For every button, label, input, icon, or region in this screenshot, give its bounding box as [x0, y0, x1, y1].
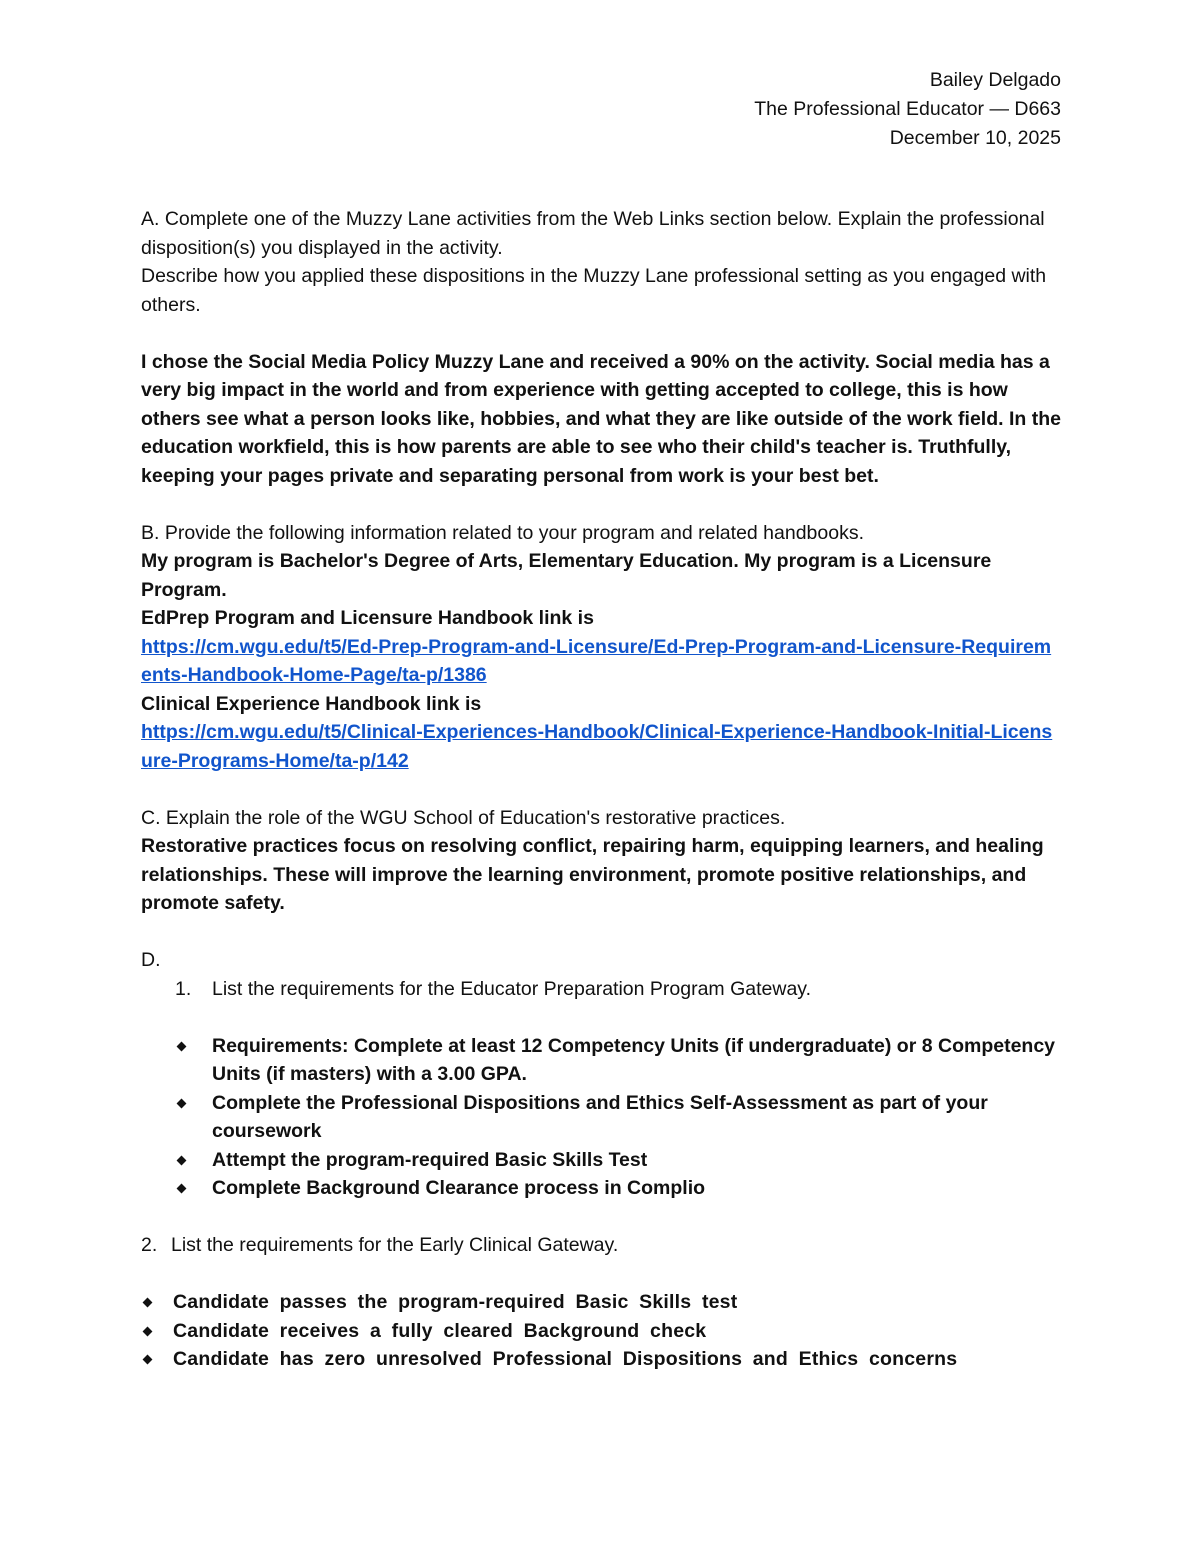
- course-title: The Professional Educator — D663: [754, 98, 1061, 120]
- section-d: [141, 946, 1061, 1374]
- list-item: Candidate passes the program-required Basic Skills test: [141, 1288, 1061, 1317]
- section-a-prompt-2: Describe how you applied these dispositions in the Muzzy Lane professional setting as you engaged with others.: [141, 265, 1047, 316]
- list-item: Attempt the program-required Basic Skills Test: [141, 1146, 1061, 1175]
- edprep-handbook-label: EdPrep Program and Licensure Handbook link is: [141, 607, 594, 629]
- bullet-diamond-icon: [143, 1355, 153, 1365]
- document-date: December 10, 2025: [889, 127, 1061, 149]
- document-page: [141, 66, 1061, 1374]
- section-c-answer: Restorative practices focus on resolving conflict, repairing harm, equipping learners, and healing relationships. These will improve the learning environment, promote positive relationships, and promote safety.: [141, 835, 1044, 914]
- section-c-prompt: C. Explain the role of the WGU School of Education's restorative practices.: [141, 806, 786, 829]
- section-c: [141, 804, 1061, 918]
- list-item: Complete Background Clearance process in Complio: [141, 1174, 1061, 1203]
- bullet-diamond-icon: [177, 1155, 187, 1165]
- section-a-answer: I chose the Social Media Policy Muzzy Lane and received a 90% on the activity. Social media has a very big impact in the world and from experience with getting accepted to college, this is how others see what a person looks like, hobbies, and what they are like outside of the work field. In the education workfield, this is how parents are able to see who their child's teacher is. Truthfully, keeping your pages private and separating personal from work is your best bet.: [141, 350, 1061, 487]
- section-b-prompt: B. Provide the following information related to your program and related handbooks.: [141, 521, 865, 544]
- list-item: Complete the Professional Dispositions and Ethics Self-Assessment as part of your coursework: [141, 1089, 1061, 1146]
- section-d-label: D.: [141, 949, 161, 971]
- list-item: Candidate has zero unresolved Professional Dispositions and Ethics concerns: [141, 1345, 1061, 1374]
- edprep-handbook-link[interactable]: https://cm.wgu.edu/t5/Ed-Prep-Program-and-Licensure/Ed-Prep-Program-and-Licensure-Requirements-Handbook-Home-Page/ta-p/1386: [141, 635, 1052, 686]
- author-name: Bailey Delgado: [929, 69, 1061, 91]
- bullet-diamond-icon: [143, 1298, 153, 1308]
- gateway-item-2: [141, 1231, 1061, 1260]
- gateway-item-1-text: List the requirements for the Educator Preparation Program Gateway.: [212, 977, 812, 1000]
- educator-prep-requirements: [141, 1032, 1061, 1203]
- program-statement: My program is Bachelor's Degree of Arts, Elementary Education. My program is a Licensure Program.: [141, 550, 992, 601]
- clinical-handbook-link[interactable]: https://cm.wgu.edu/t5/Clinical-Experiences-Handbook/Clinical-Experience-Handbook-Initial-Licensure-Programs-Home/ta-p/142: [141, 721, 1053, 772]
- list-item: Requirements: Complete at least 12 Competency Units (if undergraduate) or 8 Competency Units (if masters) with a 3.00 GPA.: [141, 1032, 1061, 1089]
- gateway-item-2-text: List the requirements for the Early Clinical Gateway.: [171, 1234, 619, 1256]
- gateway-item-2-number: 2.: [141, 1234, 158, 1256]
- early-clinical-requirements: [141, 1288, 1061, 1374]
- gateway-item-1-number: 1.: [175, 977, 192, 1000]
- bullet-diamond-icon: [177, 1098, 187, 1108]
- list-item: Candidate receives a fully cleared Background check: [141, 1317, 1061, 1346]
- section-b: [141, 519, 1061, 776]
- gateway-item-1: [141, 975, 1061, 1004]
- bullet-diamond-icon: [177, 1041, 187, 1051]
- section-a: [141, 205, 1061, 490]
- bullet-diamond-icon: [177, 1184, 187, 1194]
- clinical-handbook-label: Clinical Experience Handbook link is: [141, 692, 482, 715]
- section-a-prompt: A. Complete one of the Muzzy Lane activities from the Web Links section below. Explain the professional disposition(s) you displayed in the activity.: [141, 208, 1045, 259]
- bullet-diamond-icon: [143, 1326, 153, 1336]
- document-header: [141, 66, 1061, 153]
